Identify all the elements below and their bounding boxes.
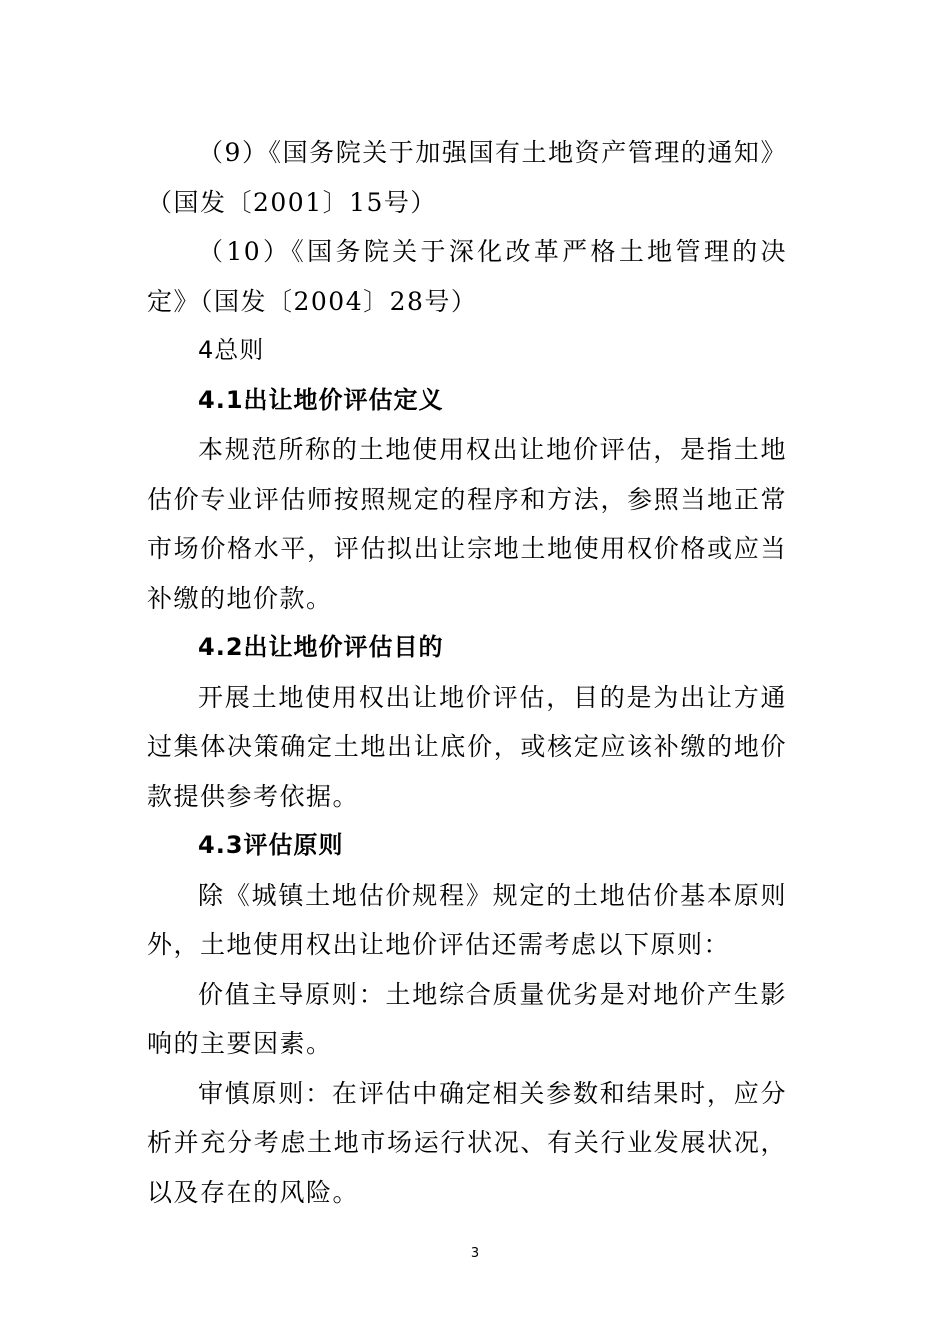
chapter-heading: 4总则 xyxy=(198,336,265,364)
page-number: 3 xyxy=(470,1246,480,1261)
section-4-3-paragraph-prudence-principle: 审慎原则：在评估中确定相关参数和结果时，应分析并充分考虑土地市场运行状况、有关行业发展状况，以及存在的风险。 xyxy=(147,1078,787,1207)
reference-item-9: （9）《国务院关于加强国有土地资产管理的通知》（国发〔2001〕15号） xyxy=(147,138,787,217)
section-heading-4-1: 4.1出让地价评估定义 xyxy=(198,385,444,414)
section-heading-4-2: 4.2出让地价评估目的 xyxy=(198,633,444,661)
section-4-3-paragraph-value-principle: 价值主导原则：土地综合质量优劣是对地价产生影响的主要因素。 xyxy=(147,979,787,1058)
reference-item-10: （10）《国务院关于深化改革严格土地管理的决定》（国发〔2004〕28号） xyxy=(147,237,787,316)
section-4-2-paragraph: 开展土地使用权出让地价评估，目的是为出让方通过集体决策确定土地出让底价，或核定应该补缴的地价款提供参考依据。 xyxy=(147,682,787,811)
section-4-3-paragraph-intro: 除《城镇土地估价规程》规定的土地估价基本原则外，土地使用权出让地价评估还需考虑以下原则： xyxy=(147,880,787,959)
section-4-1-paragraph: 本规范所称的土地使用权出让地价评估，是指土地估价专业评估师按照规定的程序和方法，参照当地正常市场价格水平，评估拟出让宗地土地使用权价格或应当补缴的地价款。 xyxy=(147,435,787,613)
section-heading-4-3: 4.3评估原则 xyxy=(198,831,344,859)
document-body xyxy=(147,128,787,1217)
